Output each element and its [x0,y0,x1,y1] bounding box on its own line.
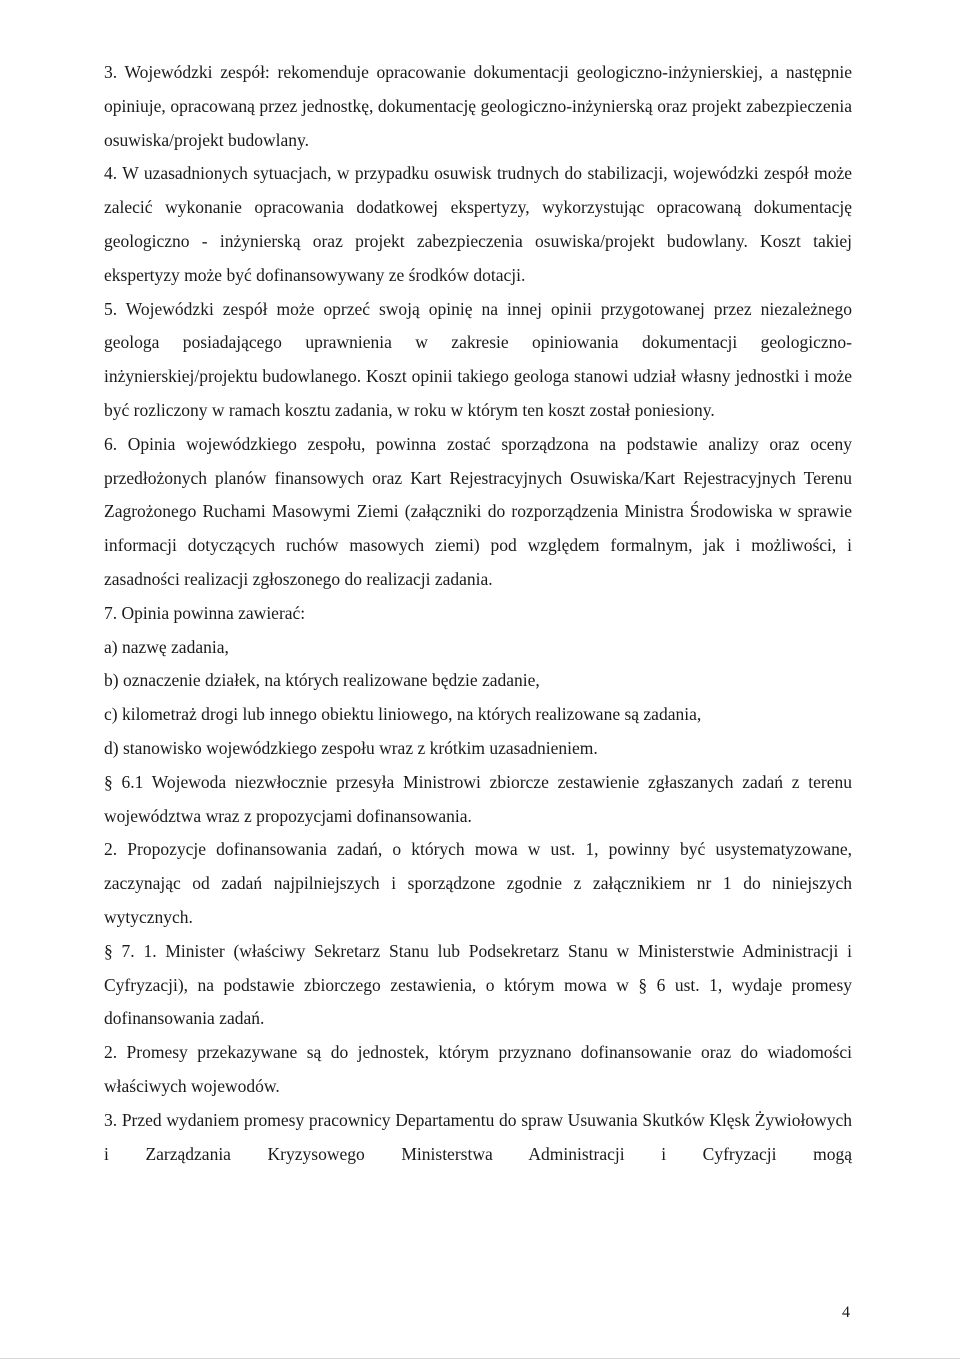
section-7-1-minister: § 7. 1. Minister (właściwy Sekretarz Stanu lub Podsekretarz Stanu w Ministerstwie Administracji i Cyfryzacji), na podstawie zbiorczego zestawienia, o którym mowa w § 6 ust. 1, wydaje promesy dofinansowania zadań. [104,940,852,1029]
section-6-2-propozycje: 2. Propozycje dofinansowania zadań, o których mowa w ust. 1, powinny być usystematyzowane, zaczynając od zadań najpilniejszych i sporządzone zgodnie z załącznikiem nr 1 do niniejszych wytycznych. [104,839,852,927]
list-item-d: d) stanowisko wojewódzkiego zespołu wraz z krótkim uzasadnieniem. [104,737,598,758]
paragraph-6-opinia-zespolu: 6. Opinia wojewódzkiego zespołu, powinna zostać sporządzona na podstawie analizy oraz oceny przedłożonych planów finansowych oraz Kart Rejestracyjnych Osuwiska/Kart Rejestracyjnych Terenu Zagrożonego Ruchami Masowymi Ziemi (załączniki do rozporządzenia Ministra Środowiska w sprawie informacji dotyczących ruchów masowych ziemi) pod względem formalnym, jak i możliwości, i zasadności realizacji zgłoszonego do realizacji zadania. [104,433,852,589]
list-item-b: b) oznaczenie działek, na których realizowane będzie zadanie, [104,670,540,691]
section-6-1-wojewoda: § 6.1 Wojewoda niezwłocznie przesyła Ministrowi zbiorcze zestawienie zgłaszanych zadań z terenu województwa wraz z propozycjami dofinansowania. [104,771,852,826]
paragraph-5-opinia-geologa: 5. Wojewódzki zespół może oprzeć swoją opinię na innej opinii przygotowanej przez niezależnego geologa posiadającego uprawnienia w zakresie opiniowania dokumentacji geologiczno-inżynierskiej/projektu budowlanego. Koszt opinii takiego geologa stanowi udział własny jednostki i może być rozliczony w ramach kosztu zadania, w roku w którym ten koszt został poniesiony. [104,298,852,420]
list-item-c: c) kilometraż drogi lub innego obiektu liniowego, na których realizowane są zadania, [104,704,702,725]
paragraph-3-zespol-rekomenduje: 3. Wojewódzki zespół: rekomenduje opracowanie dokumentacji geologiczno-inżynierskiej, a następnie opiniuje, opracowaną przez jednostkę, dokumentację geologiczno-inżynierską oraz projekt zabezpieczenia osuwiska/projekt budowlany. [104,62,852,150]
paragraph-4-ekspertyza: 4. W uzasadnionych sytuacjach, w przypadku osuwisk trudnych do stabilizacji, wojewódzki zespół może zalecić wykonanie opracowania dodatkowej ekspertyzy, wykorzystując opracowaną dokumentację geologiczno - inżynierską oraz projekt zabezpieczenia osuwiska/projekt budowlany. Koszt takiej ekspertyzy może być dofinansowywany ze środków dotacji. [104,163,852,285]
page-bottom-rule [0,1358,960,1359]
section-7-2-promesy: 2. Promesy przekazywane są do jednostek, którym przyznano dofinansowanie oraz do wiadomości właściwych wojewodów. [104,1042,852,1096]
paragraph-7-opinia-zawartosc: 7. Opinia powinna zawierać: [104,602,306,623]
document-body [104,56,852,1171]
section-7-3-przed-wydaniem: 3. Przed wydaniem promesy pracownicy Departamentu do spraw Usuwania Skutków Klęsk Żywiołowych i Zarządzania Kryzysowego Ministerstwa Administracji i Cyfryzacji mogą [104,1109,852,1164]
page-number: 4 [842,1304,850,1321]
list-item-a: a) nazwę zadania, [104,636,229,657]
